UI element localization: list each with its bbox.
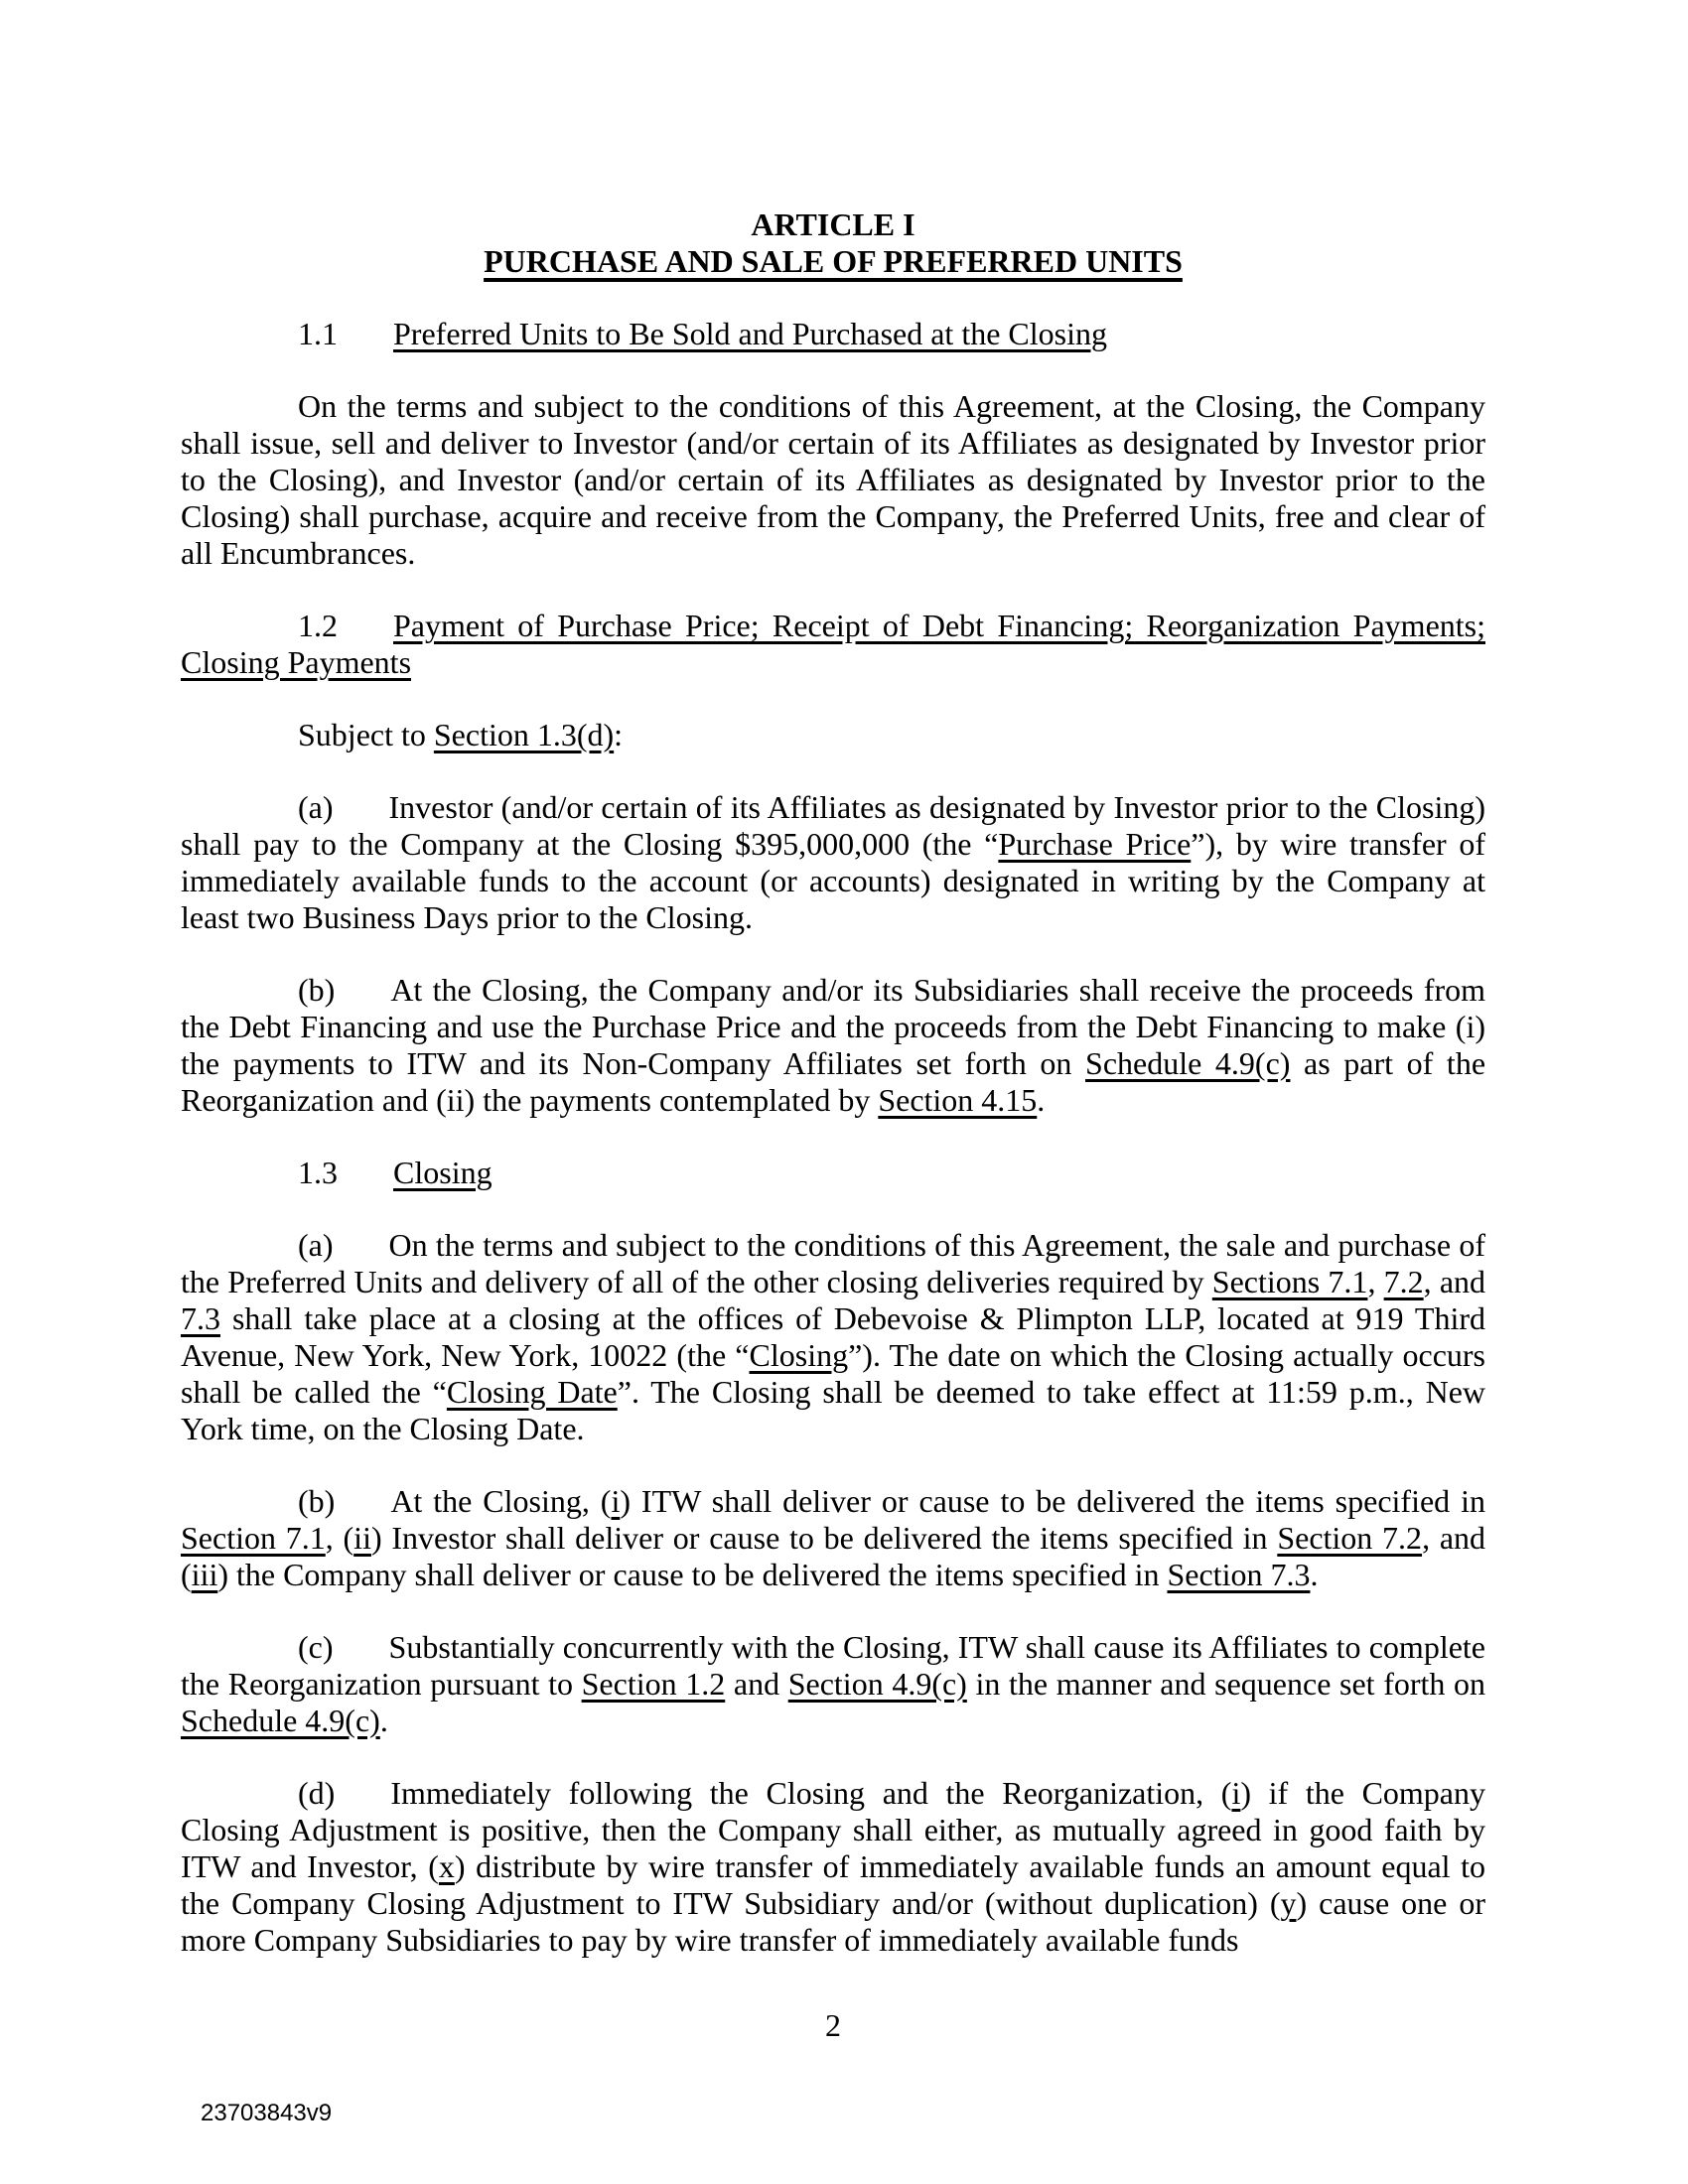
clause-label: (a) bbox=[298, 1227, 334, 1263]
section-number: 1.1 bbox=[298, 316, 338, 351]
text-run: ”). The date on which the Closing actually occurs shall be called the “ bbox=[181, 1337, 1486, 1410]
text-run: Immediately following the Closing and the Reorganization, ( bbox=[390, 1775, 1232, 1811]
section-title: Preferred Units to Be Sold and Purchased at the Closing bbox=[393, 316, 1107, 351]
text-run: Substantially concurrently with the Closing, ITW shall cause its Affiliates to complete the Reorganization pursuant to bbox=[181, 1629, 1485, 1702]
clause-paragraph bbox=[181, 1227, 1485, 1447]
text-run: i bbox=[1231, 1775, 1241, 1811]
text-run: Section 1.2 bbox=[581, 1666, 726, 1702]
text-run: . bbox=[1037, 1082, 1046, 1118]
clause-label: (b) bbox=[298, 972, 336, 1008]
clause-paragraph bbox=[181, 1629, 1485, 1739]
text-run: : bbox=[614, 717, 624, 752]
clause-label: (d) bbox=[298, 1775, 336, 1811]
clause-label: (a) bbox=[298, 789, 334, 825]
text-run: Closing Date bbox=[446, 1374, 618, 1410]
text-run: Section 7.1 bbox=[181, 1520, 326, 1556]
article-title: PURCHASE AND SALE OF PREFERRED UNITS bbox=[484, 243, 1183, 279]
document-content bbox=[181, 206, 1485, 1959]
section-heading bbox=[181, 608, 1485, 681]
text-run: ) cause one or more Company Subsidiaries to pay by wire transfer of immediately available funds bbox=[181, 1885, 1486, 1958]
text-run: Schedule 4.9(c) bbox=[181, 1703, 380, 1738]
text-run: ”. The Closing shall be deemed to take effect at 11:59 p.m., New York time, on the Closing Date. bbox=[181, 1374, 1486, 1446]
section-title: Payment of Purchase Price; Receipt of Debt Financing; Reorganization Payments; Closing Payments bbox=[181, 608, 1485, 680]
text-run: and bbox=[725, 1666, 788, 1702]
text-run: i bbox=[611, 1483, 621, 1519]
text-run: On the terms and subject to the conditions of this Agreement, the sale and purchase of the Preferred Units and delivery of all of the other closing deliveries required by bbox=[181, 1227, 1485, 1299]
clause-paragraph bbox=[181, 972, 1485, 1119]
text-run: iii bbox=[191, 1557, 218, 1592]
section-heading bbox=[181, 316, 1485, 352]
document-id-stamp: 23703843v9 bbox=[201, 2100, 333, 2126]
text-run: Investor (and/or certain of its Affiliates as designated by Investor prior to the Closing) shall pay to the Company at the Closing $395,000,000 (the “ bbox=[181, 789, 1485, 862]
text-run: . bbox=[1310, 1557, 1319, 1592]
clause-label: (b) bbox=[298, 1483, 336, 1519]
text-run: in the manner and sequence set forth on bbox=[966, 1666, 1486, 1702]
section-number: 1.2 bbox=[298, 608, 338, 643]
text-run: , and ( bbox=[181, 1520, 1486, 1592]
text-run: Sections 7.1 bbox=[1211, 1264, 1368, 1299]
text-run: ) Investor shall deliver or cause to be delivered the items specified in bbox=[370, 1520, 1278, 1556]
body-paragraph bbox=[181, 388, 1485, 572]
text-run: . bbox=[379, 1703, 388, 1738]
text-run: ) the Company shall deliver or cause to be delivered the items specified in bbox=[217, 1557, 1168, 1592]
article-heading bbox=[181, 206, 1485, 280]
text-run: shall take place at a closing at the offices of Debevoise & Plimpton LLP, located at 919 Third Avenue, New York, New York, 10022 (the “ bbox=[181, 1300, 1485, 1373]
text-run: At the Closing, ( bbox=[390, 1483, 612, 1519]
clause-label: (c) bbox=[298, 1629, 334, 1665]
text-run: as part of the Reorganization and (ii) the payments contemplated by bbox=[181, 1045, 1486, 1118]
text-run: Section 4.15 bbox=[878, 1082, 1038, 1118]
text-run: 7.3 bbox=[181, 1300, 220, 1336]
text-run: y bbox=[1280, 1885, 1297, 1921]
text-run: At the Closing, the Company and/or its Subsidiaries shall receive the proceeds from the Debt Financing and use the Purchase Price and the proceeds from the Debt Financing to make (i) the payments to ITW and its Non-Company Affiliates set forth on bbox=[181, 972, 1485, 1081]
section-title: Closing bbox=[393, 1155, 492, 1190]
text-run: ) if the Company Closing Adjustment is positive, then the Company shall either, as mutually agreed in good faith by ITW and Investor, ( bbox=[181, 1775, 1486, 1884]
text-run: Section 7.2 bbox=[1277, 1520, 1423, 1556]
text-run: x bbox=[438, 1848, 455, 1884]
text-run: On the terms and subject to the conditions of this Agreement, at the Closing, the Company shall issue, sell and deliver to Investor (and/or certain of its Affiliates as designated by Investor prior to the Closing), and Investor (and/or certain of its Affiliates as designated by Investor prior to the Closing) shall purchase, acquire and receive from the Company, the Preferred Units, free and clear of all Encumbrances. bbox=[181, 388, 1485, 571]
document-body bbox=[181, 316, 1485, 1959]
page-number: 2 bbox=[825, 2007, 841, 2043]
article-label: ARTICLE I bbox=[751, 206, 915, 242]
text-run: Purchase Price bbox=[998, 826, 1192, 862]
text-run: , ( bbox=[325, 1520, 354, 1556]
text-run: ”), by wire transfer of immediately available funds to the account (or accounts) designated in writing by the Company at least two Business Days prior to the Closing. bbox=[181, 826, 1486, 935]
text-run: Section 1.3(d) bbox=[433, 717, 615, 752]
text-run: 7.2 bbox=[1383, 1264, 1424, 1299]
text-run: Section 4.9(c) bbox=[787, 1666, 967, 1702]
clause-paragraph bbox=[181, 1775, 1485, 1959]
text-run: Subject to bbox=[298, 717, 434, 752]
text-run: ) distribute by wire transfer of immediately available funds an amount equal to the Company Closing Adjustment to ITW Subsidiary and/or (without duplication) ( bbox=[181, 1848, 1485, 1921]
section-heading bbox=[181, 1155, 1485, 1191]
text-run: , bbox=[1367, 1264, 1384, 1299]
text-run: ii bbox=[353, 1520, 371, 1556]
text-run: Schedule 4.9(c) bbox=[1085, 1045, 1291, 1081]
body-paragraph bbox=[181, 717, 1485, 753]
text-run: , and bbox=[1423, 1264, 1486, 1299]
clause-paragraph bbox=[181, 1483, 1485, 1593]
clause-paragraph bbox=[181, 789, 1485, 936]
text-run: Closing bbox=[749, 1337, 849, 1373]
text-run: ) ITW shall deliver or cause to be delivered the items specified in bbox=[620, 1483, 1486, 1519]
section-number: 1.3 bbox=[298, 1155, 338, 1190]
text-run: Section 7.3 bbox=[1167, 1557, 1311, 1592]
